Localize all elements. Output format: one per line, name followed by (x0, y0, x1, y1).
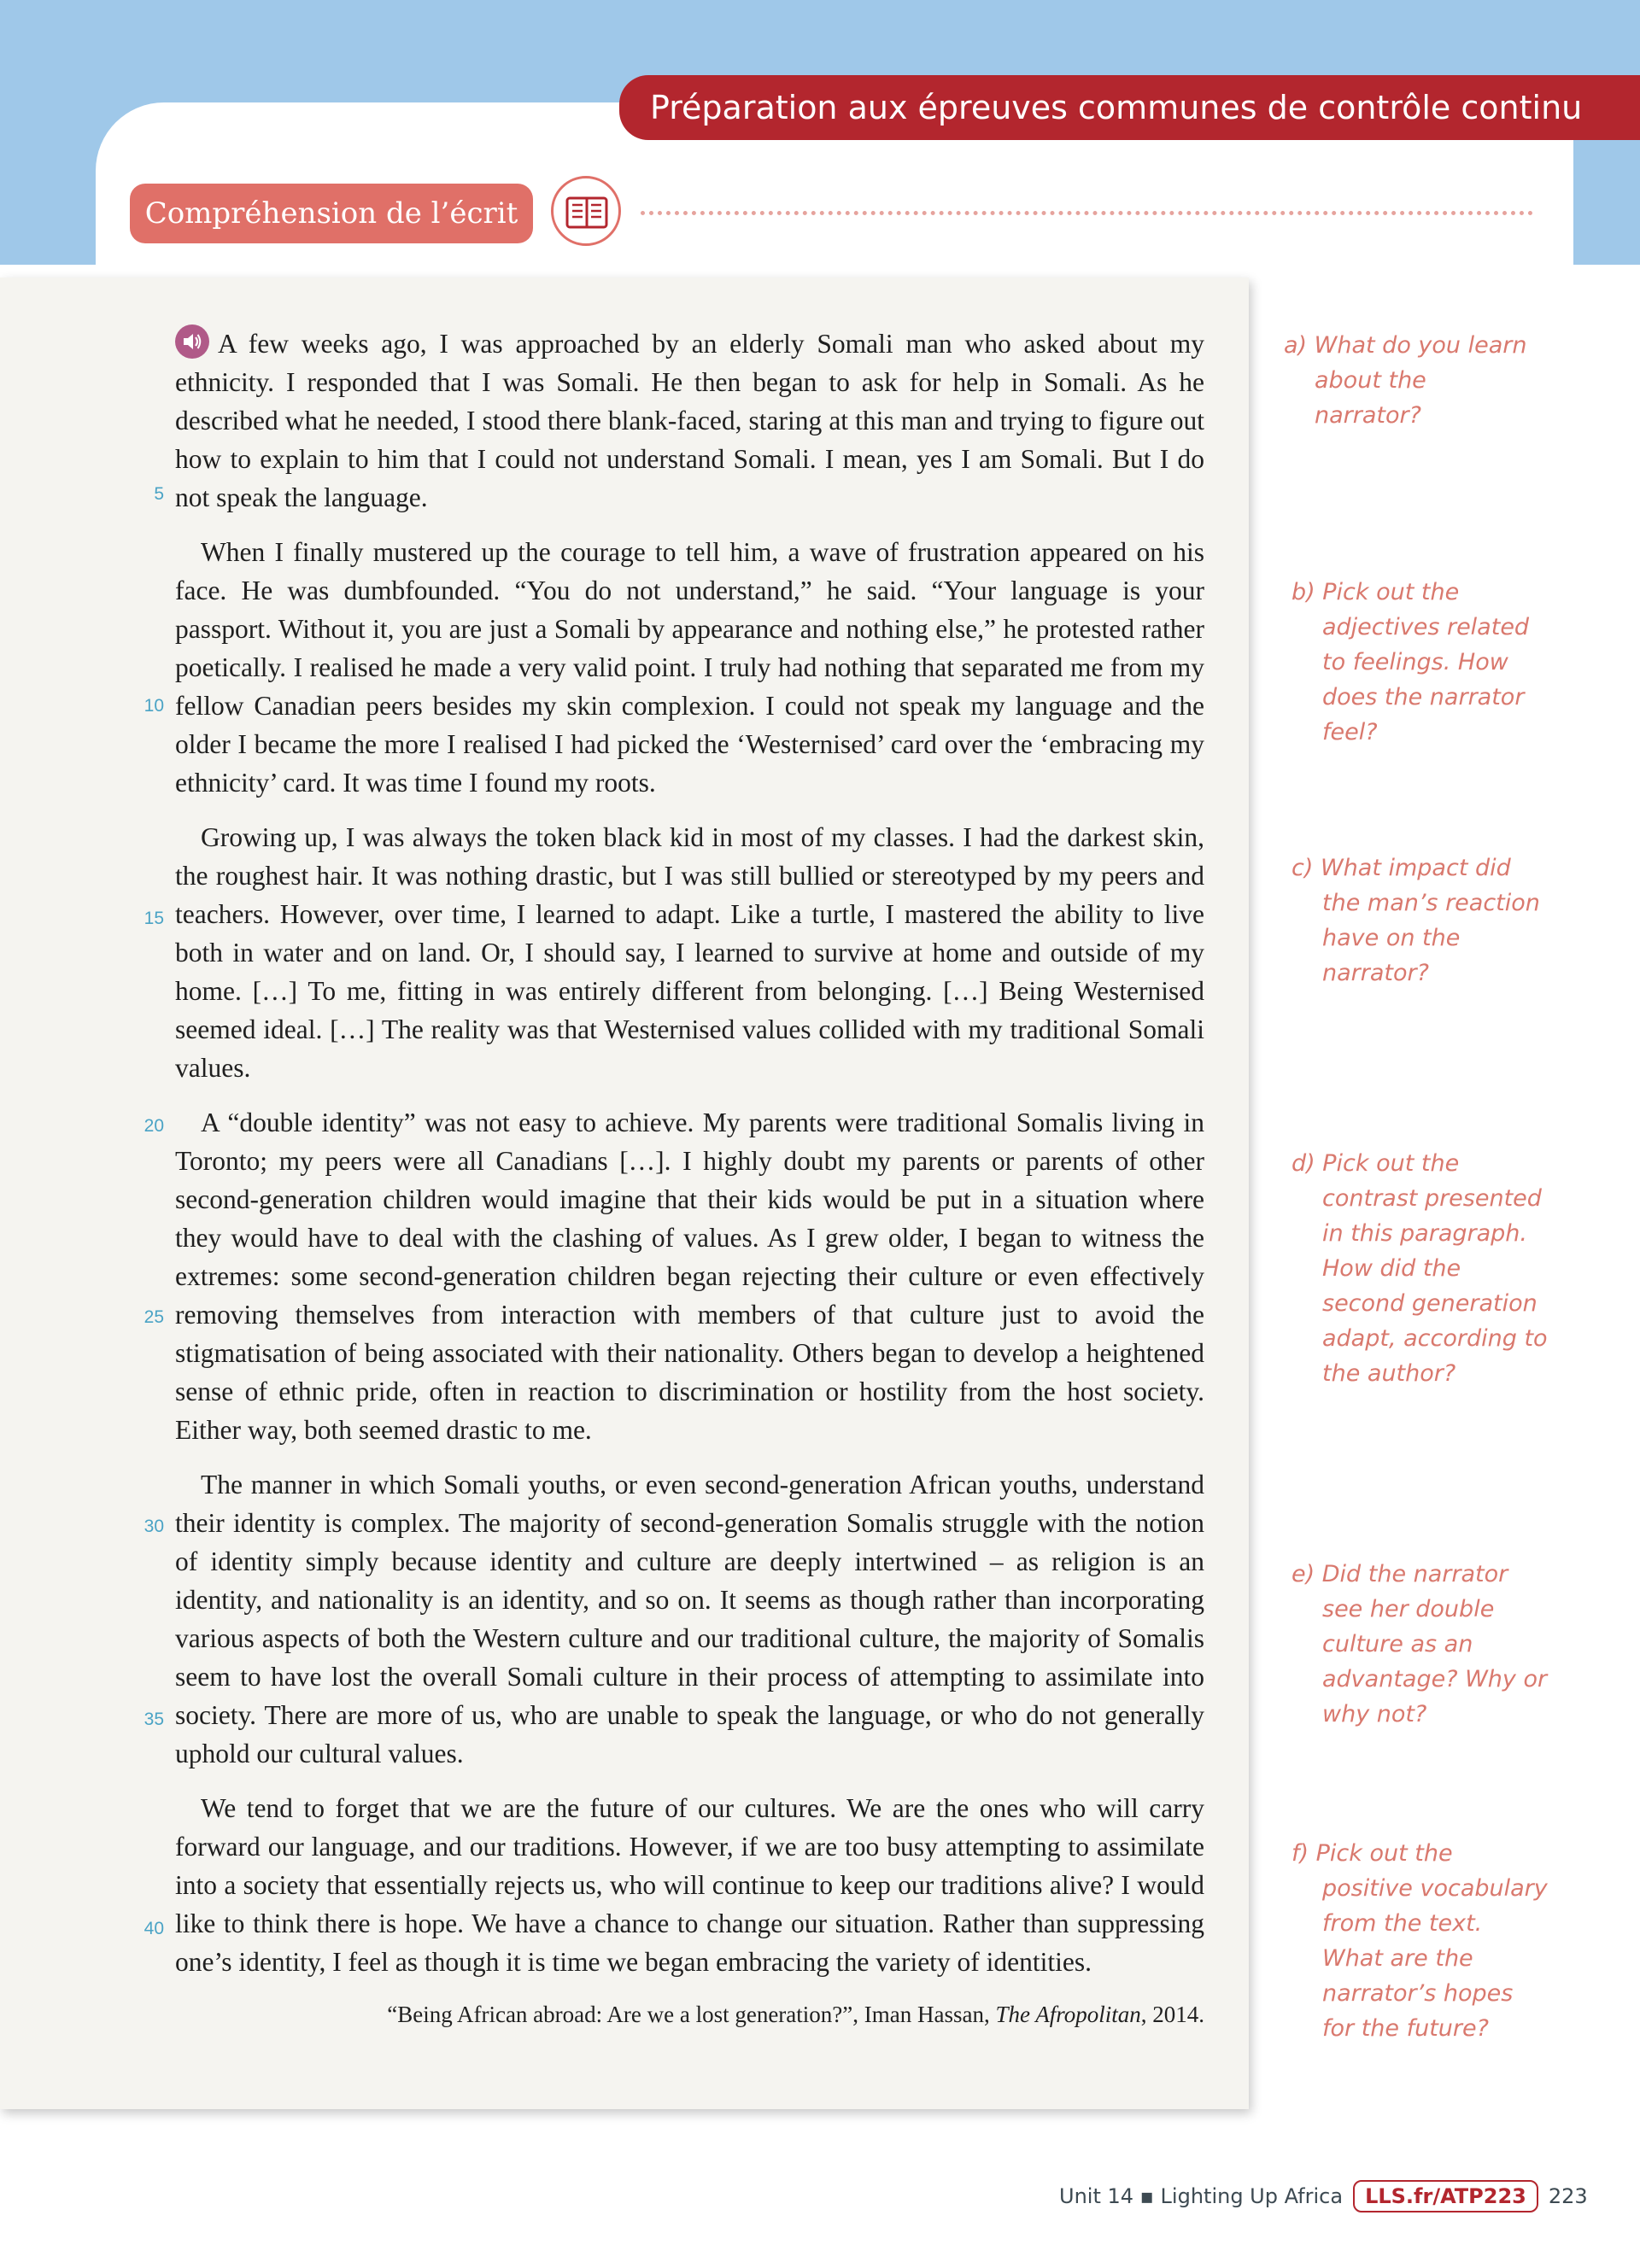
page-title-banner: Préparation aux épreuves communes de contrôle continu (619, 75, 1640, 140)
question-b: b) Pick out the adjectives related to feelings. How does the narrator feel? (1292, 579, 1530, 745)
footer-link[interactable]: LLS.fr/ATP223 (1353, 2180, 1538, 2212)
question-d: d) Pick out the contrast presented in this paragraph. How did the second generation adapt, according to the author? (1292, 1150, 1548, 1387)
speaker-icon[interactable] (175, 324, 209, 359)
paragraph-1 (175, 324, 1204, 517)
source-publication: The Afropolitan (995, 2002, 1141, 2027)
line-number: 5 (154, 484, 164, 504)
paragraph-6: We tend to forget that we are the future of our cultures. We are the ones who will carry forward our language, and our traditions. However, if we are too busy attempting to assimilate into a society that essentially rejects us, who will continue to keep our traditions alive? I would like to think there is hope. We have a chance to change our situation. Rather than suppressing one’s identity, I feel as though it is time we began embracing the variety of identities. (175, 1793, 1204, 1977)
line-number: 35 (144, 1710, 164, 1729)
question-a: a) What do you learn about the narrator? (1284, 332, 1527, 429)
line-number: 10 (144, 696, 164, 716)
source-citation (175, 1997, 1204, 2031)
question-e: e) Did the narrator see her double culture as an advantage? Why or why not? (1292, 1561, 1548, 1727)
line-number: 15 (144, 909, 164, 928)
dotted-divider (641, 211, 1533, 215)
paragraph-5: The manner in which Somali youths, or even second-generation African youths, understand their identity is complex. The majority of second-generation Somalis struggle with the notion of identity simply because identity and culture are deeply intertwined – as religion is an identity, and nationality is an identity, and so on. It seems as though rather than incorporating various aspects of both the Western culture and our traditional culture, the majority of Somalis seem to have lost the overall Somali culture in their process of attempting to assimilate into society. There are more of us, who are unable to speak the language, or who do not generally uphold our cultural values. (175, 1470, 1204, 1768)
article-text (175, 324, 1204, 2031)
source-year: , 2014. (1140, 2002, 1204, 2027)
paragraph-4: A “double identity” was not easy to achieve. My parents were traditional Somalis living in Toronto; my peers were all Canadians […]. I highly doubt my parents or parents of other second-generation children would imagine that their kids would be put in a situation where they would have to deal with the clashing of values. As I grew older, I began to witness the extremes: some second-generation children began rejecting their culture or even effectively removing themselves from interaction with members of that culture just to avoid the stigmatisation of being associated with their nationality. Others began to develop a heightened sense of ethnic pride, often in reaction to discrimination or hostility from the host society. Either way, both seemed drastic to me. (175, 1108, 1204, 1445)
paragraph-text: A few weeks ago, I was approached by an elderly Somali man who asked about my ethnicity. I responded that I was Somali. He then began to ask for help in Somali. As he described what he needed, I stood there blank-faced, staring at this man and trying to figure out how to explain to him that I could not understand Somali. I mean, yes I am Somali. But I do not speak the language. (175, 329, 1204, 512)
footer-unit: Unit 14 ▪ Lighting Up Africa (1059, 2184, 1344, 2208)
line-number: 30 (144, 1517, 164, 1536)
line-number: 25 (144, 1307, 164, 1327)
source-title: “Being African abroad: Are we a lost generation?”, Iman Hassan, (387, 2002, 996, 2027)
section-label: Compréhension de l’écrit (130, 184, 533, 243)
book-icon (551, 176, 621, 246)
page-footer (1059, 2177, 1588, 2215)
paragraph-2: When I finally mustered up the courage to tell him, a wave of frustration appeared on his face. He was dumbfounded. “You do not understand,” he said. “Your language is your passport. Without it, you are just a Somali by appearance and nothing else,” he protested rather poetically. I realised he made a very valid point. I truly had nothing that separated me from my fellow Canadian peers besides my skin complexion. I could not speak my language and the older I became the more I realised I had picked the ‘Westernised’ card over the ‘embracing my ethnicity’ card. It was time I found my roots. (175, 537, 1204, 798)
question-f: f) Pick out the positive vocabulary from the text. What are the narrator’s hopes for the future? (1292, 1840, 1548, 2042)
line-number: 40 (144, 1919, 164, 1938)
page-number: 223 (1548, 2184, 1588, 2208)
line-number: 20 (144, 1116, 164, 1136)
question-c: c) What impact did the man’s reaction have on the narrator? (1292, 855, 1540, 986)
paragraph-3: Growing up, I was always the token black kid in most of my classes. I had the darkest skin, the roughest hair. It was nothing drastic, but I was still bullied or stereotyped by my peers and teachers. However, over time, I learned to adapt. Like a turtle, I mastered the ability to live both in water and on land. Or, I should say, I learned to survive at home and outside of my home. […] To me, fitting in was entirely different from belonging. […] Being Westernised seemed ideal. […] The reality was that Westernised values collided with my traditional Somali values. (175, 822, 1204, 1083)
